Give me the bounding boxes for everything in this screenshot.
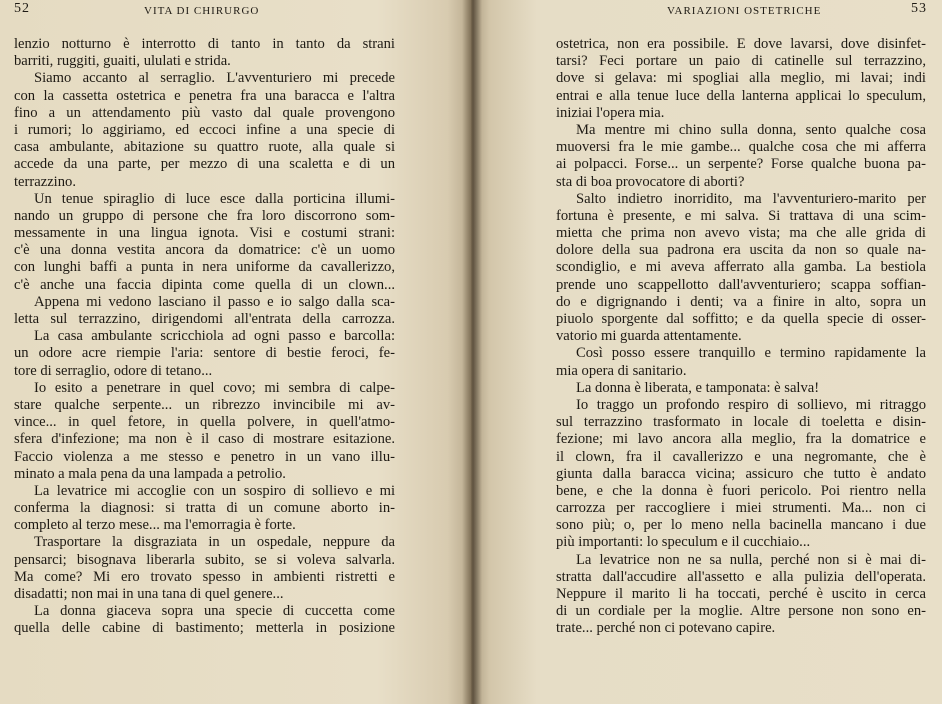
text-line: Appena mi vedono lasciano il passo e io salgo dalla sca- — [34, 293, 395, 310]
text-line: bene, e che la donna è fuori pericolo. Poi rientro nella — [556, 482, 926, 499]
left-page-number: 52 — [14, 1, 30, 16]
text-line: un odore acre riempie l'aria: sentore di bestie feroci, fe- — [14, 345, 395, 362]
text-line: prende uno scappellotto dall'avventuriero; scappa soffian- — [556, 276, 926, 293]
text-line: Neppure il marito li ha toccati, perché è uscito in cerca — [556, 586, 926, 602]
text-line: La casa ambulante scricchiola ad ogni passo e barcolla: — [34, 328, 395, 345]
left-page-text — [14, 36, 395, 638]
text-line: messamente in una lingua ignota. Visi e costumi strani: — [14, 225, 395, 242]
text-line: quella delle cabine di bastimento; metterla in posizione — [14, 620, 395, 637]
text-line: conferma la diagnosi: si tratta di un comune aborto in- — [14, 500, 395, 517]
text-line: terrazzino. — [14, 173, 76, 190]
text-line: nando un gruppo di persone che fra loro discorrono som- — [14, 207, 395, 224]
text-line: scondiglio, e mi aveva afferrato alla gamba. La bestiola — [556, 259, 926, 276]
left-running-head — [14, 3, 394, 23]
text-line: Siamo accanto al serraglio. L'avventuriero mi precede — [34, 70, 395, 87]
right-running-title: VARIAZIONI OSTETRICHE — [667, 5, 822, 17]
text-line: Ma mentre mi chino sulla donna, sento qualche cosa — [576, 121, 926, 138]
text-line: tarsi? Feci portare un paio di catinelle sul terrazzino, — [556, 53, 926, 70]
text-line: completo al terzo mese... ma l'emorragia è forte. — [14, 517, 296, 534]
text-line: Un tenue spiraglio di luce esce dalla porticina illumi- — [34, 190, 395, 207]
text-line: minato a mala pena da una lampada a petrolio. — [14, 465, 286, 482]
right-page-text — [556, 36, 926, 638]
text-line: fezione; mi lavo ancora alla meglio, fra la domatrice e — [556, 431, 926, 448]
text-line: mietta che prima non avevo vista; ma che alle grida di — [556, 225, 926, 242]
text-line: Ma come? Mi ero trovato spesso in ambienti ristretti e — [14, 568, 395, 585]
text-line: La donna è liberata, e tamponata: è salva! — [576, 379, 820, 396]
text-line: La levatrice non ne sa nulla, perché non si è mai di- — [576, 551, 926, 568]
text-line: sta di boa provocatore di aborti? — [556, 173, 745, 190]
text-line: fortuna è presente, e mi salva. Si trattava di una scim- — [556, 207, 926, 224]
text-line: dolore della sua padrona era uscita da non so quale na- — [556, 242, 926, 259]
text-line: vince... in quel fetore, in quella polvere, in quell'atmo- — [14, 414, 395, 431]
text-line: con la cassetta ostetrica e penetra fra una baracca e l'altra — [14, 87, 395, 104]
text-line: con lunghi baffi a punta in nera uniforme da cavallerizzo, — [14, 259, 395, 276]
text-line: Salto indietro inorridito, ma l'avventuriero-marito per — [576, 190, 926, 207]
text-line: sfera d'infezione; ma non è il caso di mostrare esitazione. — [14, 431, 395, 448]
text-line: tore di serraglio, odore di tetano... — [14, 362, 213, 379]
text-line: Faccio violenza a me stesso e penetro in un vano illu- — [14, 448, 395, 465]
text-line: fino a un attendamento più vasto dal quale provengono — [14, 104, 395, 121]
text-line: vatorio mi guarda attentamente. — [556, 328, 742, 345]
text-line: più importanti: lo speculum e il cucchiaio... — [556, 534, 811, 551]
book-gutter — [462, 0, 482, 704]
text-line: di un cordiale per la moglie. Altre persone non sono en- — [556, 603, 926, 620]
text-line: stratta dall'accudire all'assetto e alla pulizia dell'operata. — [556, 568, 926, 585]
text-line: muoversi fra le mie gambe... qualche cosa che mi afferra — [556, 139, 926, 156]
text-line: pensarci; bisognava liberarla subito, se si voleva salvarla. — [14, 551, 395, 568]
right-page-number: 53 — [911, 1, 927, 16]
right-running-head — [537, 3, 927, 23]
text-line: piuolo sporgente dal soffitto; e da quella specie di osser- — [556, 311, 926, 327]
text-line: barriti, ruggiti, guaiti, ululati e strida. — [14, 53, 231, 70]
text-line: sono più; o, per lo meno nella bacinella mancano i due — [556, 517, 926, 534]
text-line: accede da una parte, per mezzo di una scaletta e di un — [14, 156, 395, 173]
right-page — [471, 0, 942, 704]
text-line: c'è anche una faccia dipinta come quella di un clown... — [14, 276, 395, 293]
text-line: carrozza per raccogliere i miei strumenti. Ma... non ci — [556, 500, 926, 517]
text-line: Trasportare la disgraziata in un ospedale, neppure da — [34, 534, 395, 551]
text-line: iniziai l'opera mia. — [556, 104, 665, 121]
text-line: mia opera di sanitario. — [556, 362, 687, 379]
left-running-title: VITA DI CHIRURGO — [144, 5, 260, 17]
text-line: sul terrazzino trasformato in locale di toeletta e disin- — [556, 414, 926, 431]
text-line: casa ambulante, abitazione su quattro ruote, alla quale si — [14, 139, 395, 156]
text-line: trate... perché non ci potevano capire. — [556, 620, 776, 637]
text-line: La donna giaceva sopra una specie di cuccetta come — [34, 603, 395, 620]
text-line: lenzio notturno è interrotto di tanto in tanto da strani — [14, 36, 395, 52]
text-line: Così posso essere tranquillo e termino rapidamente la — [576, 345, 926, 362]
text-line: entrai e alla tenue luce della lanterna applicai lo speculum, — [556, 87, 926, 104]
text-line: c'è una donna vestita ancora da domatrice: c'è un uomo — [14, 242, 395, 259]
text-line: stare qualche serpente... un ribrezzo invincibile mi av- — [14, 396, 395, 413]
text-line: do e digrignando i denti; va a finire in alto, sopra un — [556, 293, 926, 310]
text-line: dove si gelava: mi spogliai alla meglio, mi lavai; indi — [556, 70, 926, 87]
text-line: Io traggo un profondo respiro di sollievo, mi ritraggo — [576, 396, 926, 413]
text-line: ai polpacci. Forse... un serpente? Forse qualche buona pa- — [556, 156, 926, 173]
text-line: ostetrica, non era possibile. E dove lavarsi, dove disinfet- — [556, 36, 926, 52]
text-line: Io esito a penetrare in quel covo; mi sembra di calpe- — [34, 379, 395, 396]
text-line: il clown, fra il cavallerizzo e una negromante, che è — [556, 448, 926, 465]
text-line: giunta dalla baracca vicina; assicuro che tutto è andato — [556, 465, 926, 482]
text-line: disadatti; non mai in una tana di quel genere... — [14, 586, 284, 602]
text-line: letta sul terrazzino, dirigendomi all'entrata della carrozza. — [14, 311, 395, 327]
text-line: i rumori; lo aggiriamo, ed eccoci infine a una specie di — [14, 121, 395, 138]
text-line: La levatrice mi accoglie con un sospiro di sollievo e mi — [34, 482, 395, 499]
